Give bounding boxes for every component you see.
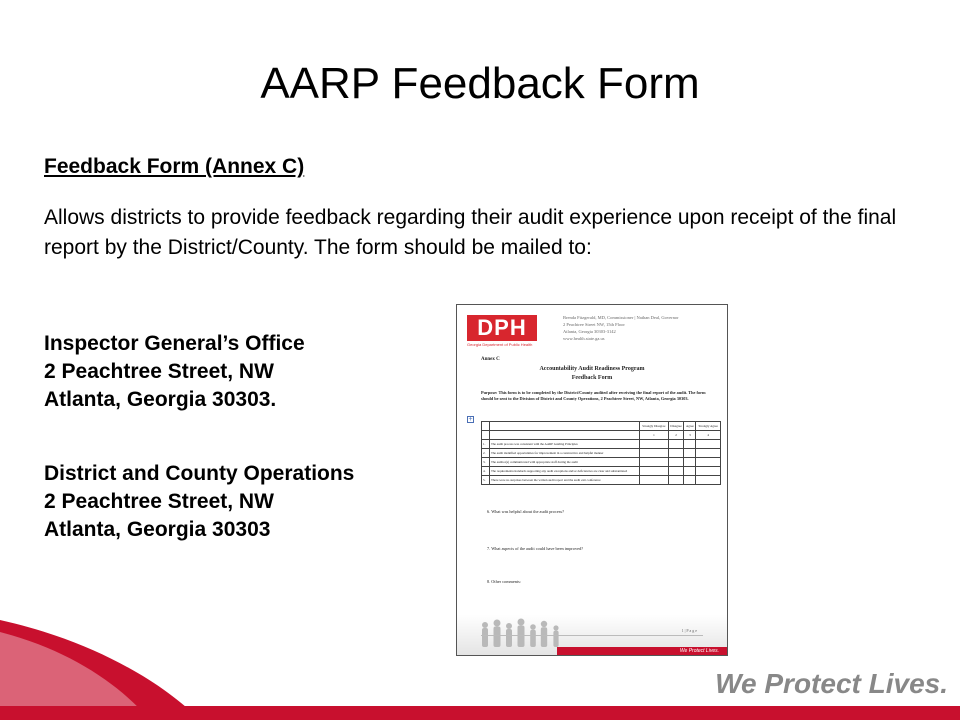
annex-label: Annex C <box>481 357 500 362</box>
scale-value: 4 <box>696 431 721 440</box>
scale-value: 1 <box>640 431 669 440</box>
row-number: 5. <box>482 476 490 485</box>
scale-value: 2 <box>668 431 684 440</box>
table-row <box>482 440 721 449</box>
table-scale-row <box>482 431 721 440</box>
address-district-county-operations <box>44 460 354 544</box>
table-row <box>482 458 721 467</box>
form-title-line: Accountability Audit Readiness Program <box>539 366 645 372</box>
address-inspector-general <box>44 330 305 414</box>
address-line: Atlanta, Georgia 30303 <box>44 518 271 541</box>
form-purpose: Purpose: This form is to be completed by the District/County audited after receiving the final report of the audit. The form should be sent to the Division of District and County Operations, 2 Peachtree Street, NW, Atlanta, Georgia 30303. <box>481 390 706 401</box>
row-number: 1. <box>482 440 490 449</box>
dph-logo: DPH <box>467 315 537 341</box>
move-handle-icon: + <box>468 416 473 423</box>
brand-tagline: We Protect Lives. <box>715 668 948 699</box>
column-header: Strongly Disagree <box>640 422 669 431</box>
form-title <box>457 365 727 383</box>
dph-logo-subtitle: Georgia Department of Public Health <box>467 342 533 347</box>
form-title-line: Feedback Form <box>571 375 613 381</box>
rating-table <box>481 421 721 485</box>
footer-tagline: We Protect Lives. <box>557 647 727 655</box>
body-text: Allows districts to provide feedback regarding their audit experience upon receipt of the final report by the District/County. The form should be mailed to: <box>44 206 897 259</box>
row-text: The auditor(s) communicated with appropriate staff during the audit <box>490 458 640 467</box>
row-text: The audit process was consistent with the AARP Guiding Principles <box>490 440 640 449</box>
table-row <box>482 467 721 476</box>
letterhead-line: www.health.state.ga.us <box>563 336 605 341</box>
table-header-row <box>482 422 721 431</box>
letterhead-line: Atlanta, Georgia 30303-3142 <box>563 329 616 334</box>
column-header: Agree <box>684 422 696 431</box>
scale-value: 3 <box>684 431 696 440</box>
column-header: Strongly Agree <box>696 422 721 431</box>
letterhead-line: 2 Peachtree Street NW, 15th Floor <box>563 322 625 327</box>
row-text: The requirements/standards supporting any audit exceptions and/or deficiencies are clear and substantiated <box>490 467 640 476</box>
page-number: 1 | P a g e <box>681 628 697 633</box>
footer-swoosh-graphic <box>0 590 960 720</box>
section-heading: Feedback Form (Annex C) <box>44 155 305 178</box>
row-number: 4. <box>482 467 490 476</box>
question-8: 8. Other comments: <box>487 579 522 584</box>
question-6: 6. What was helpful about the audit process? <box>487 509 565 514</box>
table-row <box>482 449 721 458</box>
column-header: Disagree <box>668 422 684 431</box>
address-line: Inspector General’s Office <box>44 332 305 355</box>
address-line: District and County Operations <box>44 462 355 485</box>
row-text: There were no surprises between the written audit report and the audit exit conference <box>490 476 640 485</box>
address-line: 2 Peachtree Street, NW <box>44 360 274 383</box>
table-row <box>482 476 721 485</box>
question-7: 7. What aspects of the audit could have been improved? <box>487 546 584 551</box>
letterhead-line: Brenda Fitzgerald, MD, Commissioner | Nathan Deal, Governor <box>563 315 679 320</box>
slide-title: AARP Feedback Form <box>260 59 700 108</box>
letterhead <box>563 314 679 342</box>
row-number: 2. <box>482 449 490 458</box>
row-text: The audit identified opportunities for improvement in a constructive and helpful manner <box>490 449 640 458</box>
address-line: 2 Peachtree Street, NW <box>44 490 274 513</box>
row-number: 3. <box>482 458 490 467</box>
address-line: Atlanta, Georgia 30303. <box>44 388 277 411</box>
